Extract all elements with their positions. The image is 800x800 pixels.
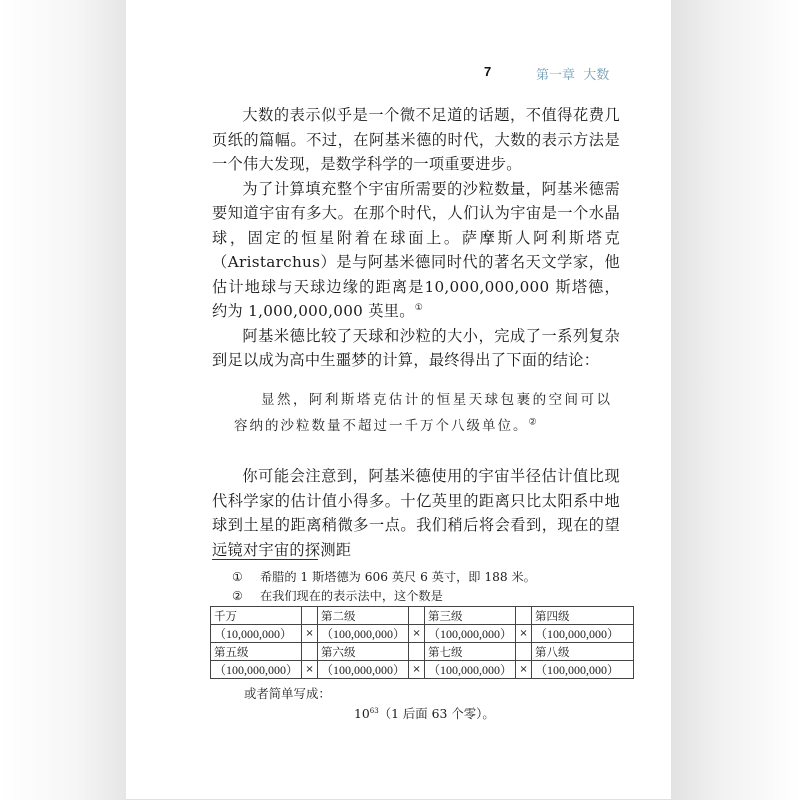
paragraph-4: [212, 464, 620, 562]
chapter-title: 第一章 大数: [536, 68, 610, 83]
table-cell: （100,000,000）: [532, 625, 634, 643]
footnote-2: [232, 587, 443, 605]
paragraph-2: [212, 177, 620, 324]
multiply-sign: ×: [516, 661, 532, 679]
paragraph-4-text: 你可能会注意到，阿基米德使用的宇宙半径估计值比现代科学家的估计值小得多。十亿英里的距离只比太阳系中地球到土星的距离稍微多一点。我们稍后将会看到，现在的望远镜对宇宙的探测距: [212, 467, 620, 559]
quote-text: 显然，阿利斯塔克估计的恒星天球包裹的空间可以容纳的沙粒数量不超过一千万个八级单位。: [234, 392, 612, 434]
table-cell: 第六级: [318, 643, 409, 661]
multiply-sign: ×: [409, 661, 425, 679]
footnote-divider: [212, 559, 318, 560]
footnote-2-text: 在我们现在的表示法中，这个数是: [260, 589, 443, 603]
power-formula: [354, 704, 495, 722]
formula-explanation: （1 后面 63 个零）。: [378, 706, 495, 721]
table-cell: 第五级: [211, 643, 302, 661]
table-cell: （100,000,000）: [532, 661, 634, 679]
footnote-ref-1[interactable]: ①: [414, 302, 424, 313]
background-shadow-right: [671, 0, 800, 800]
table-row: [211, 607, 634, 625]
running-head: [126, 64, 671, 84]
formula-base: 10: [354, 706, 370, 721]
table-cell: [302, 607, 318, 625]
table-cell: 千万: [211, 607, 302, 625]
table-cell: （100,000,000）: [425, 661, 516, 679]
table-cell: （100,000,000）: [211, 661, 302, 679]
footnote-2-mark: ②: [232, 589, 243, 603]
main-text-block: [212, 103, 620, 373]
table-cell: 第八级: [532, 643, 634, 661]
book-page: [126, 0, 671, 800]
block-quote: [234, 387, 612, 439]
table-cell: 第二级: [318, 607, 409, 625]
background-shadow-left: [0, 0, 126, 800]
formula-exponent: 63: [369, 706, 379, 715]
paragraph-1: [212, 103, 620, 177]
footnote-ref-2[interactable]: ②: [528, 417, 539, 428]
table-row: [211, 625, 634, 643]
table-cell: （10,000,000）: [211, 625, 302, 643]
table-cell: （100,000,000）: [318, 625, 409, 643]
table-cell: 第三级: [425, 607, 516, 625]
multiply-sign: ×: [302, 625, 318, 643]
multiply-sign: ×: [516, 625, 532, 643]
page-number: 7: [484, 64, 492, 79]
table-cell: [302, 643, 318, 661]
paragraph-3: [212, 324, 620, 373]
table-cell: [409, 607, 425, 625]
table-cell: [516, 643, 532, 661]
table-row: [211, 643, 634, 661]
table-cell: （100,000,000）: [318, 661, 409, 679]
levels-table: [210, 606, 634, 679]
multiply-sign: ×: [302, 661, 318, 679]
simplified-label: 或者简单写成：: [244, 686, 331, 701]
paragraph-3-text: 阿基米德比较了天球和沙粒的大小，完成了一系列复杂到足以成为高中生噩梦的计算，最终得出了下面的结论：: [212, 326, 620, 369]
footnote-1-mark: ①: [232, 570, 243, 584]
paragraph-1-text: 大数的表示似乎是一个微不足道的话题，不值得花费几页纸的篇幅。不过，在阿基米德的时代，大数的表示方法是一个伟大发现，是数学科学的一项重要进步。: [212, 106, 620, 173]
paragraph-2-text: 为了计算填充整个宇宙所需要的沙粒数量，阿基米德需要知道宇宙有多大。在那个时代，人们认为宇宙是一个水晶球，固定的恒星附着在球面上。萨摩斯人阿利斯塔克（Aristarchus）是与阿基米德同时代的著名天文学家，他估计地球与天球边缘的距离是10,000,000,000 斯塔德，约为 1,000,000,000 英里。: [212, 179, 620, 320]
footnote-1-text: 希腊的 1 斯塔德为 606 英尺 6 英寸，即 188 米。: [260, 570, 536, 584]
multiply-sign: ×: [409, 625, 425, 643]
main-text-block-2: [212, 464, 620, 562]
table-cell: [409, 643, 425, 661]
table-row: [211, 661, 634, 679]
footnote-1: [232, 568, 536, 586]
table-cell: 第七级: [425, 643, 516, 661]
table-cell: [516, 607, 532, 625]
table-cell: 第四级: [532, 607, 634, 625]
table-cell: （100,000,000）: [425, 625, 516, 643]
